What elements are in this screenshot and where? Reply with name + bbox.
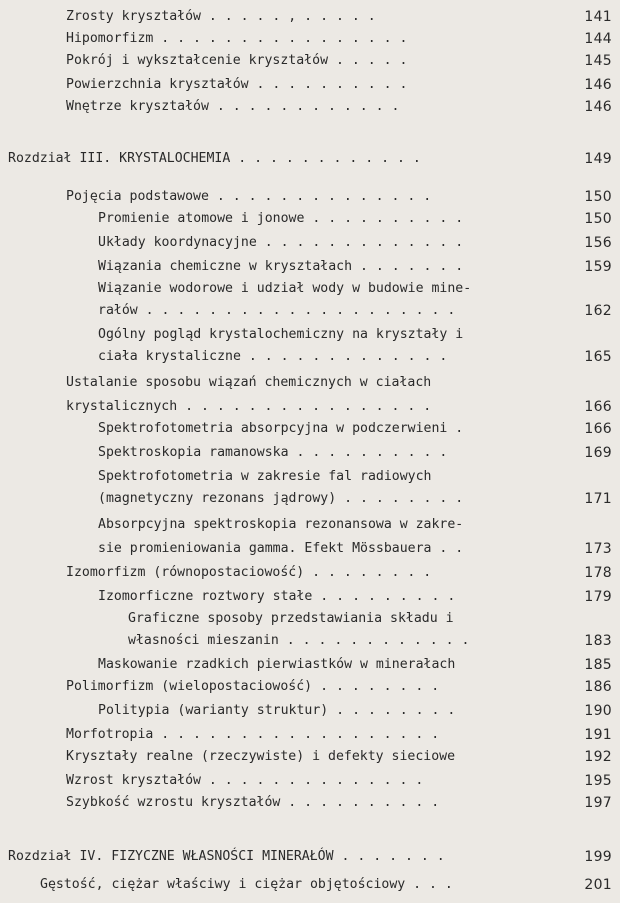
- toc-entry-title: Powierzchnia kryształów . . . . . . . . . .: [66, 77, 408, 92]
- toc-entry-page: 191: [584, 727, 612, 743]
- toc-entry-page: 169: [584, 445, 612, 461]
- toc-entry-title: Ustalanie sposobu wiązań chemicznych w ciałach: [66, 375, 432, 390]
- toc-entry: [0, 186, 620, 208]
- toc-entry-page: 162: [584, 303, 612, 319]
- toc-entry-page: 173: [584, 541, 612, 557]
- toc-entry-title: Polimorfizm (wielopostaciowość) . . . . . . . .: [66, 679, 440, 694]
- toc-entry-title: Politypia (warianty struktur) . . . . . . . .: [98, 703, 456, 718]
- toc-entry-page: 146: [584, 77, 612, 93]
- toc-entry-page: 159: [584, 259, 612, 275]
- toc-entry-title: Szybkość wzrostu kryształów . . . . . . . . . .: [66, 795, 440, 810]
- toc-entry: [0, 300, 620, 322]
- toc-entry: [0, 208, 620, 230]
- toc-entry-page: 179: [584, 589, 612, 605]
- toc-entry-page: 166: [584, 421, 612, 437]
- toc-entry-title: Spektrofotometria absorpcyjna w podczerwieni .: [98, 421, 464, 436]
- toc-entry-page: 201: [584, 877, 612, 893]
- toc-entry-title: Wiązanie wodorowe i udział wody w budowie mine-: [98, 281, 472, 296]
- toc-entry-title: sie promieniowania gamma. Efekt Mössbauera . .: [98, 541, 464, 556]
- toc-entry-page: 178: [584, 565, 612, 581]
- toc-entry-title: Izomorficzne roztwory stałe . . . . . . . . .: [98, 589, 456, 604]
- toc-entry-title: Pokrój i wykształcenie kryształów . . . . .: [66, 53, 408, 68]
- toc-chapter: [0, 846, 620, 868]
- toc-entry-title: Absorpcyjna spektroskopia rezonansowa w zakre-: [98, 517, 464, 532]
- toc-entry: [0, 488, 620, 510]
- toc-entry: [0, 654, 620, 676]
- toc-entry-title: Pojęcia podstawowe . . . . . . . . . . . . . .: [66, 189, 432, 204]
- toc-entry: [0, 700, 620, 722]
- toc-entry: [0, 74, 620, 96]
- toc-entry-page: 149: [584, 151, 612, 167]
- toc-entry-title: Graficzne sposoby przedstawiania składu i: [128, 611, 454, 626]
- toc-entry-title: Wiązania chemiczne w kryształach . . . . . . .: [98, 259, 464, 274]
- toc-entry: [0, 396, 620, 418]
- toc-entry-page: 199: [584, 849, 612, 865]
- toc-entry: [0, 418, 620, 440]
- toc-entry-title: Morfotropia . . . . . . . . . . . . . . . . . .: [66, 727, 440, 742]
- toc-entry-title: Układy koordynacyjne . . . . . . . . . . . . .: [98, 235, 464, 250]
- toc-entry-title: Maskowanie rzadkich pierwiastków w minerałach: [98, 657, 456, 672]
- toc-entry-page: 156: [584, 235, 612, 251]
- toc-entry-page: 146: [584, 99, 612, 115]
- toc-entry: [0, 278, 620, 300]
- toc-entry-title: Hipomorfizm . . . . . . . . . . . . . . . .: [66, 31, 408, 46]
- toc-entry-page: 190: [584, 703, 612, 719]
- toc-entry-title: Spektrofotometria w zakresie fal radiowych: [98, 469, 432, 484]
- toc-entry-page: 150: [584, 211, 612, 227]
- toc-entry-title: Izomorfizm (równopostaciowość) . . . . . . . .: [66, 565, 432, 580]
- toc-entry: [0, 6, 620, 28]
- toc-chapter: [0, 148, 620, 170]
- toc-entry: [0, 586, 620, 608]
- toc-entry-page: 197: [584, 795, 612, 811]
- toc-entry: [0, 724, 620, 746]
- toc-entry: [0, 324, 620, 346]
- toc-entry-page: 144: [584, 31, 612, 47]
- toc-entry: [0, 676, 620, 698]
- toc-entry-title: (magnetyczny rezonans jądrowy) . . . . . . . .: [98, 491, 464, 506]
- toc-chapter-title: Rozdział IV. FIZYCZNE WŁASNOŚCI MINERAŁÓW . . . . . . .: [8, 849, 445, 864]
- toc-entry: [0, 256, 620, 278]
- toc-entry: [0, 562, 620, 584]
- toc-entry-title: ciała krystaliczne . . . . . . . . . . . . .: [98, 349, 448, 364]
- toc-entry: [0, 346, 620, 368]
- toc-entry-page: 186: [584, 679, 612, 695]
- toc-entry-page: 166: [584, 399, 612, 415]
- toc-entry-title: Zrosty kryształów . . . . . , . . . . .: [66, 9, 376, 24]
- toc-entry: [0, 96, 620, 118]
- toc-entry: [0, 466, 620, 488]
- toc-entry-page: 183: [584, 633, 612, 649]
- toc-entry-title: Kryształy realne (rzeczywiste) i defekty sieciowe: [66, 749, 456, 764]
- toc-entry-title: Wzrost kryształów . . . . . . . . . . . . . .: [66, 773, 424, 788]
- toc-entry-page: 195: [584, 773, 612, 789]
- toc-entry: [0, 514, 620, 536]
- toc-entry-page: 145: [584, 53, 612, 69]
- toc-entry-page: 150: [584, 189, 612, 205]
- toc-entry-title: własności mieszanin . . . . . . . . . . . .: [128, 633, 470, 648]
- toc-entry-title: Gęstość, ciężar właściwy i ciężar objętościowy . . .: [40, 877, 453, 892]
- toc-entry-page: 171: [584, 491, 612, 507]
- toc-entry: [0, 770, 620, 792]
- toc-entry: [0, 792, 620, 814]
- toc-entry: [0, 442, 620, 464]
- toc-entry: [0, 372, 620, 394]
- toc-entry: [0, 608, 620, 630]
- toc-entry-title: Promienie atomowe i jonowe . . . . . . . . . .: [98, 211, 464, 226]
- toc-entry: [0, 874, 620, 896]
- toc-entry: [0, 746, 620, 768]
- toc-entry-title: krystalicznych . . . . . . . . . . . . . . . .: [66, 399, 432, 414]
- toc-entry-page: 185: [584, 657, 612, 673]
- toc-entry: [0, 50, 620, 72]
- toc-entry-page: 165: [584, 349, 612, 365]
- toc-entry: [0, 630, 620, 652]
- toc-entry-title: Wnętrze kryształów . . . . . . . . . . . .: [66, 99, 400, 114]
- toc-entry: [0, 28, 620, 50]
- toc-entry: [0, 538, 620, 560]
- toc-entry-title: Ogólny pogląd krystalochemiczny na kryształy i: [98, 327, 464, 342]
- toc-entry-page: 192: [584, 749, 612, 765]
- toc-entry-title: rałów . . . . . . . . . . . . . . . . . . . .: [98, 303, 456, 318]
- toc-entry-page: 141: [584, 9, 612, 25]
- toc-entry: [0, 232, 620, 254]
- toc-entry-title: Spektroskopia ramanowska . . . . . . . . . .: [98, 445, 448, 460]
- toc-chapter-title: Rozdział III. KRYSTALOCHEMIA . . . . . . . . . . . .: [8, 151, 421, 166]
